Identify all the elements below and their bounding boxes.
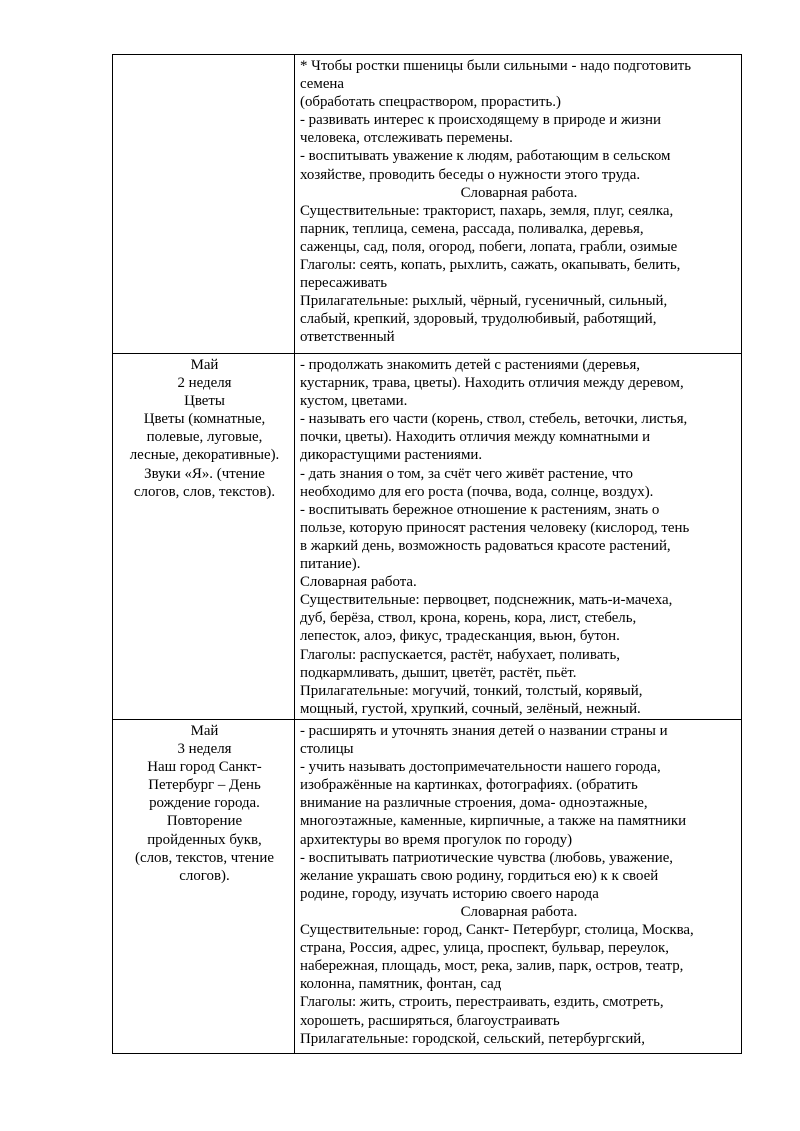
text-line: Прилагательные: могучий, тонкий, толстый, корявый, [300,682,643,699]
text-line: страна, Россия, адрес, улица, проспект, бульвар, переулок, [300,940,669,957]
text-line: Глаголы: жить, строить, перестраивать, ездить, смотреть, [300,994,664,1011]
section-heading: Словарная работа. [460,903,578,920]
text-line: питание). [300,556,361,573]
text-line: Глаголы: распускается, растёт, набухает, поливать, [300,646,620,663]
month-label: Май [190,357,219,373]
text-line: лепесток, алоэ, фикус, традесканция, вьюн, бутон. [300,628,620,645]
text-line: - дать знания о том, за счёт чего живёт растение, что [300,465,633,482]
text-line: слабый, крепкий, здоровый, трудолюбивый, работящий, [300,311,657,328]
topic-line: Петербург – День [148,777,261,794]
text-line: парник, теплица, семена, рассада, поливалка, деревья, [300,220,644,237]
lesson-plan-table [112,54,742,1054]
text-line: Глаголы: сеять, копать, рыхлить, сажать, окапывать, белить, [300,257,681,274]
topic-line: слогов, слов, текстов). [133,483,276,500]
week-label: 2 неделя [177,375,232,392]
text-line: в жаркий день, возможность радоваться красоте растений, [300,537,671,554]
content-cell [295,354,742,720]
text-line: человека, отслеживать перемены. [300,130,513,147]
table-row [113,720,742,1054]
text-line: - развивать интерес к происходящему в природе и жизни [300,112,661,129]
text-line: * Чтобы ростки пшеницы были сильными - надо подготовить [300,58,692,74]
text-line: Существительные: тракторист, пахарь, земля, плуг, сеялка, [300,202,674,219]
text-line: Существительные: город, Санкт- Петербург, столица, Москва, [300,922,694,939]
topic-line: Цветы (комнатные, [143,411,266,428]
text-line: кустом, цветами. [300,393,408,410]
text-line: желание украшать свою родину, гордиться ею) к к своей [300,867,659,884]
text-line: - воспитывать уважение к людям, работающим в сельском [300,148,671,165]
topic-line: слогов). [179,867,230,884]
text-line: подкармливать, дышит, цветёт, растёт, пьёт. [300,664,577,681]
text-line: - учить называть достопримечательности нашего города, [300,759,661,776]
text-line: саженцы, сад, поля, огород, побеги, лопата, грабли, озимые [300,238,678,255]
topic-line: (слов, текстов, чтение [135,849,274,866]
week-label: 3 неделя [177,741,232,758]
topic-line: Звуки «Я». (чтение [144,465,265,482]
text-line: (обработать спецраствором, прорастить.) [300,94,561,111]
text-line: хорошеть, расширяться, благоустраивать [300,1012,560,1029]
topic-line: лесные, декоративные). [129,447,280,464]
topic-line: рождение города. [149,795,260,812]
text-line: столицы [300,741,354,758]
text-line: внимание на различные строения, дома- одноэтажные, [300,795,648,812]
topic-title: Наш город Санкт- [147,759,262,776]
content-cell [295,720,742,1054]
topic-line: Повторение [166,813,243,830]
table-row [113,55,742,354]
text-line: Прилагательные: городской, сельский, петербургский, [300,1030,645,1047]
text-line: архитектуры во время прогулок по городу) [300,831,573,848]
text-line: набережная, площадь, мост, река, залив, парк, остров, театр, [300,958,684,975]
text-line: Прилагательные: рыхлый, чёрный, гусеничный, сильный, [300,293,668,310]
table-row [113,354,742,720]
text-line: дуб, берёза, ствол, крона, корень, кора, лист, стебель, [300,610,637,627]
text-line: изображённые на картинках, фотографиях. (обратить [300,777,638,794]
text-line: Существительные: первоцвет, подснежник, мать-и-мачеха, [300,592,673,609]
text-line: - называть его части (корень, ствол, стебель, веточки, листья, [300,411,688,428]
text-line: семена [300,76,345,93]
text-line: мощный, густой, хрупкий, сочный, зелёный, нежный. [300,700,641,717]
text-line: - воспитывать патриотические чувства (любовь, уважение, [300,849,674,866]
text-line: пользе, которую приносят растения человеку (кислород, тень [300,519,690,536]
text-line: - продолжать знакомить детей с растениями (деревья, [300,357,641,373]
text-line: почки, цветы). Находить отличия между комнатными и [300,429,651,446]
text-line: хозяйстве, проводить беседы о нужности этого труда. [300,166,641,183]
month-label: Май [190,723,219,739]
text-line: кустарник, трава, цветы). Находить отличия между деревом, [300,375,684,392]
text-line: - воспитывать бережное отношение к растениям, знать о [300,501,660,518]
text-line: родине, городу, изучать историю своего народа [300,885,599,902]
section-heading: Словарная работа. [460,184,578,201]
topic-cell [113,354,295,720]
text-line: необходимо для его роста (почва, вода, солнце, воздух). [300,483,654,500]
text-line: ответственный [300,329,395,346]
text-line: пересаживать [300,275,388,292]
topic-cell [113,55,295,354]
text-line: - расширять и уточнять знания детей о названии страны и [300,723,668,739]
section-heading: Словарная работа. [300,574,417,591]
topic-cell [113,720,295,1054]
text-line: многоэтажные, каменные, кирпичные, а также на памятники [300,813,687,830]
topic-line: пройденных букв, [147,831,262,848]
text-line: дикорастущими растениями. [300,447,483,464]
content-cell [295,55,742,354]
text-line: колонна, памятник, фонтан, сад [300,976,502,993]
topic-line: полевые, луговые, [146,429,263,446]
topic-title: Цветы [184,393,225,410]
